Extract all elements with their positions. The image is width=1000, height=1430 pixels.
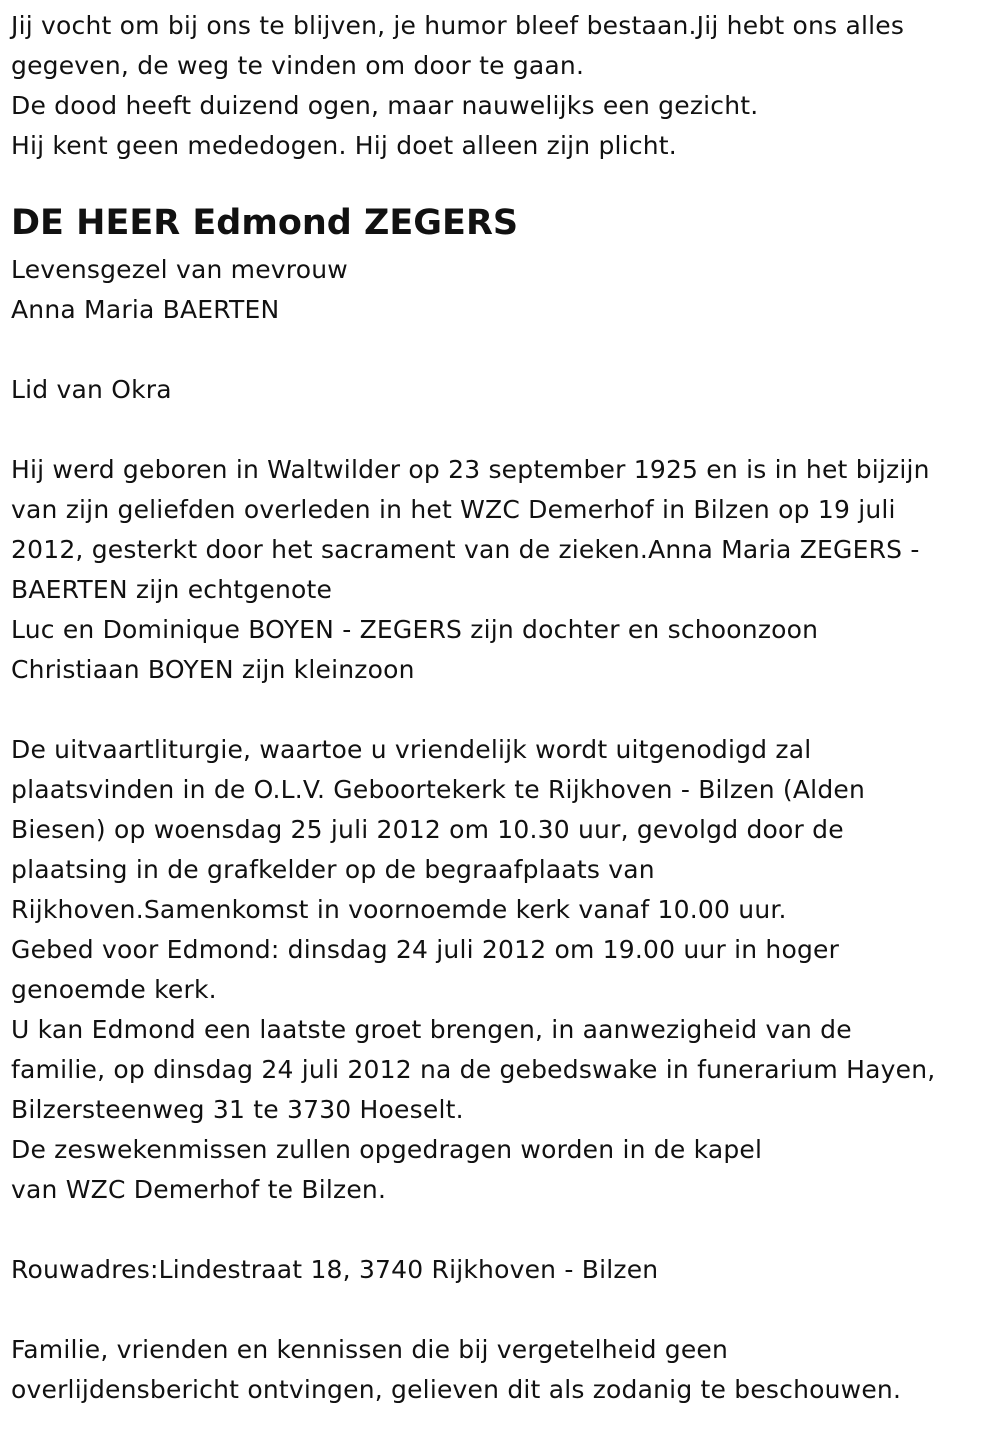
funeral-line: familie, op dinsdag 24 juli 2012 na de gebedswake in funerarium Hayen, [11, 1055, 936, 1084]
poem-line: De dood heeft duizend ogen, maar nauwelijks een gezicht. [11, 91, 759, 120]
obituary-document [11, 0, 991, 1410]
spacer [11, 1210, 991, 1250]
closing-line: Familie, vrienden en kennissen die bij vergetelheid geen [11, 1335, 729, 1364]
spacer [11, 690, 991, 730]
biography [11, 450, 991, 690]
membership-text: Lid van Okra [11, 375, 172, 404]
spacer [11, 410, 991, 450]
biography-line: van zijn geliefden overleden in het WZC Demerhof in Bilzen op 19 juli [11, 495, 896, 524]
funeral-line: Bilzersteenweg 31 te 3730 Hoeselt. [11, 1095, 464, 1124]
funeral-line: Biesen) op woensdag 25 juli 2012 om 10.30 uur, gevolgd door de [11, 815, 844, 844]
spacer [11, 330, 991, 370]
poem-line: Hij kent geen mededogen. Hij doet alleen zijn plicht. [11, 131, 677, 160]
poem-line: Jij vocht om bij ons te blijven, je humor bleef bestaan.Jij hebt ons alles [11, 11, 905, 40]
partner-info [11, 250, 991, 330]
mourning-address: Rouwadres:Lindestraat 18, 3740 Rijkhoven - Bilzen [11, 1255, 659, 1284]
funeral-line: van WZC Demerhof te Bilzen. [11, 1175, 387, 1204]
poem-line: gegeven, de weg te vinden om door te gaan. [11, 51, 585, 80]
funeral-details [11, 730, 991, 1210]
funeral-line: plaatsing in de grafkelder op de begraafplaats van [11, 855, 655, 884]
funeral-line: Gebed voor Edmond: dinsdag 24 juli 2012 om 19.00 uur in hoger [11, 935, 840, 964]
biography-line: Hij werd geboren in Waltwilder op 23 september 1925 en is in het bijzijn [11, 455, 930, 484]
closing-line: overlijdensbericht ontvingen, gelieven dit als zodanig te beschouwen. [11, 1375, 902, 1404]
funeral-line: genoemde kerk. [11, 975, 217, 1004]
poem [11, 6, 991, 166]
biography-line: Christiaan BOYEN zijn kleinzoon [11, 655, 415, 684]
funeral-line: De uitvaartliturgie, waartoe u vriendelijk wordt uitgenodigd zal [11, 735, 812, 764]
partner-line: Levensgezel van mevrouw [11, 255, 348, 284]
biography-line: 2012, gesterkt door het sacrament van de zieken.Anna Maria ZEGERS - [11, 535, 920, 564]
funeral-line: plaatsvinden in de O.L.V. Geboortekerk te Rijkhoven - Bilzen (Alden [11, 775, 866, 804]
funeral-line: Rijkhoven.Samenkomst in voornoemde kerk vanaf 10.00 uur. [11, 895, 787, 924]
biography-line: Luc en Dominique BOYEN - ZEGERS zijn dochter en schoonzoon [11, 615, 819, 644]
closing-note [11, 1330, 991, 1410]
deceased-name-title: DE HEER Edmond ZEGERS [11, 203, 519, 243]
biography-line: BAERTEN zijn echtgenote [11, 575, 333, 604]
funeral-line: De zeswekenmissen zullen opgedragen worden in de kapel [11, 1135, 763, 1164]
funeral-line: U kan Edmond een laatste groet brengen, in aanwezigheid van de [11, 1015, 852, 1044]
partner-line: Anna Maria BAERTEN [11, 295, 280, 324]
spacer [11, 1290, 991, 1330]
